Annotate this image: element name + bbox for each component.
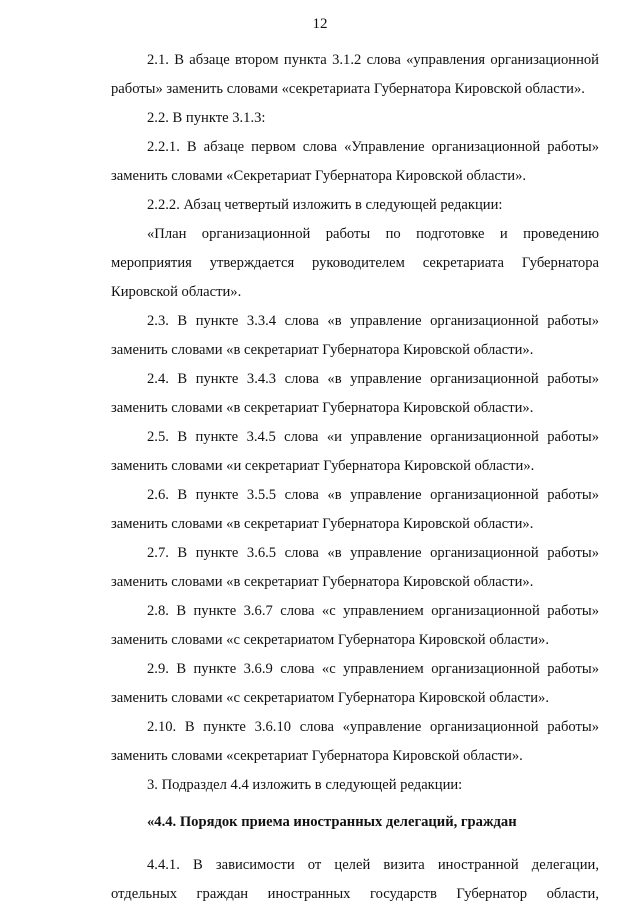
paragraph-2-5: 2.5. В пункте 3.4.5 слова «и управление организационной работы» заменить словами «и секретариат Губернатора Кировской области».	[111, 429, 599, 474]
paragraph-2-4: 2.4. В пункте 3.4.3 слова «в управление организационной работы» заменить словами «в секретариат Губернатора Кировской области».	[111, 371, 599, 416]
paragraph-quote-plan: «План организационной работы по подготовке и проведению мероприятия утверждается руководителем секретариата Губернатора Кировской области».	[111, 226, 599, 300]
paragraph-2-6: 2.6. В пункте 3.5.5 слова «в управление организационной работы» заменить словами «в секретариат Губернатора Кировской области».	[111, 487, 599, 532]
paragraph-2-1: 2.1. В абзаце втором пункта 3.1.2 слова «управления организационной работы» заменить словами «секретариата Губернатора Кировской области».	[111, 52, 599, 97]
document-body	[111, 46, 599, 909]
paragraph-4-4-1: 4.4.1. В зависимости от целей визита иностранной делегации, отдельных граждан иностранных государств Губернатор области,	[111, 857, 599, 902]
paragraph-2-10: 2.10. В пункте 3.6.10 слова «управление организационной работы» заменить словами «секретариат Губернатора Кировской области».	[111, 719, 599, 764]
paragraph-2-2: 2.2. В пункте 3.1.3:	[147, 110, 266, 126]
spacer	[111, 837, 599, 851]
paragraph-3: 3. Подраздел 4.4 изложить в следующей редакции:	[147, 777, 463, 793]
paragraph-2-8: 2.8. В пункте 3.6.7 слова «с управлением организационной работы» заменить словами «с секретариатом Губернатора Кировской области».	[111, 603, 599, 648]
paragraph-2-7: 2.7. В пункте 3.6.5 слова «в управление организационной работы» заменить словами «в секретариат Губернатора Кировской области».	[111, 545, 599, 590]
paragraph-2-2-1: 2.2.1. В абзаце первом слова «Управление организационной работы» заменить словами «Секретариат Губернатора Кировской области».	[111, 139, 599, 184]
paragraph-2-9: 2.9. В пункте 3.6.9 слова «с управлением организационной работы» заменить словами «с секретариатом Губернатора Кировской области».	[111, 661, 599, 706]
spacer	[111, 800, 599, 808]
section-heading-4-4: «4.4. Порядок приема иностранных делегаций, граждан	[147, 814, 517, 830]
paragraph-2-3: 2.3. В пункте 3.3.4 слова «в управление организационной работы» заменить словами «в секретариат Губернатора Кировской области».	[111, 313, 599, 358]
paragraph-2-2-2: 2.2.2. Абзац четвертый изложить в следующей редакции:	[147, 197, 503, 213]
page-number: 12	[312, 16, 328, 32]
